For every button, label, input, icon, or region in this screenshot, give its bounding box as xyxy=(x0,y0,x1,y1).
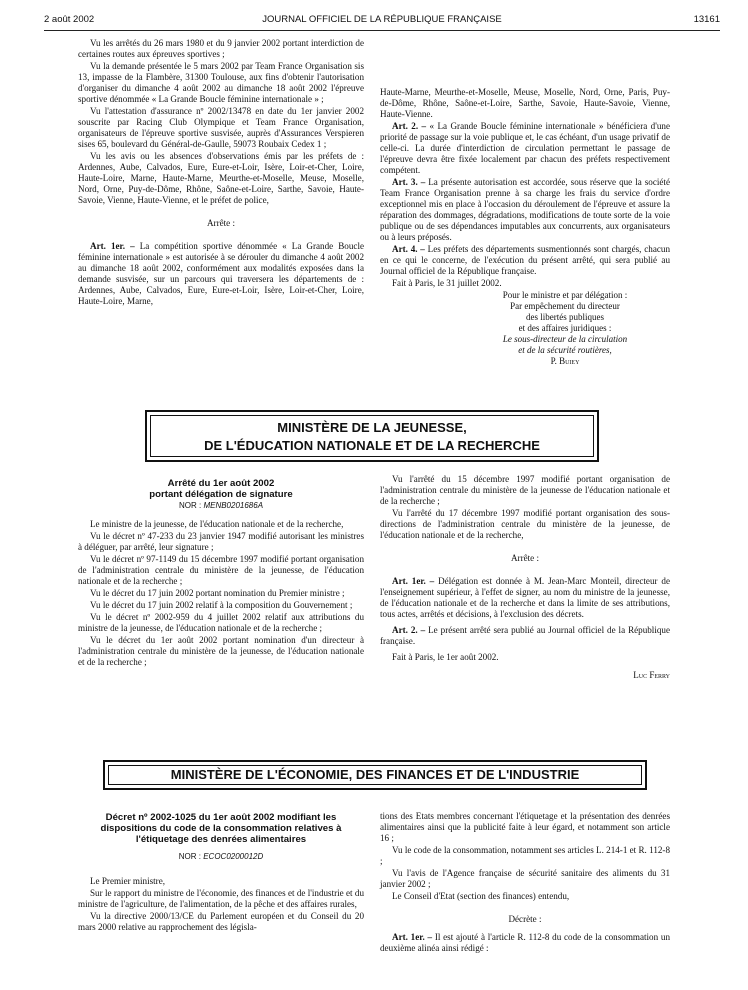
arrete-right-column xyxy=(380,474,670,681)
ministry-heading-line: DE L'ÉDUCATION NATIONALE ET DE LA RECHERCHE xyxy=(204,438,540,453)
decret-title: Décret nº 2002-1025 du 1er août 2002 modifiant les dispositions du code de la consommation relatives à l'étiquetage des denrées alimentaires xyxy=(100,812,342,845)
signature-line: et de la sécurité routières, xyxy=(518,345,612,355)
vu-paragraph: Vu le décret nº 2002-959 du 4 juillet 2002 relatif aux attributions du ministre de la jeunesse, de l'éducation nationale et de la recherche ; xyxy=(78,612,364,633)
vu-paragraph: Vu les avis ou les absences d'observations émis par les préfets de : Ardennes, Aube, Calvados, Eure, Eure-et-Loir, Isère, Loir-et-Cher, Loire, Haute-Loire, Marne, Haute-Marne, Meurthe-et-Moselle, Meuse, Moselle, Nord, Orne, Puy-de-Dôme, Rhône, Saône-et-Loire, Sarthe, Savoie, Haute-Savoie, Vienne, Haute-Vienne, et le préfet de police, xyxy=(78,151,364,205)
article-text: Le présent arrêté sera publié au Journal officiel de la République française. xyxy=(380,625,670,646)
conseil-paragraph: Le Conseil d'Etat (section des finances) entendu, xyxy=(392,891,570,901)
vu-paragraph: Vu le décret nº 47-233 du 23 janvier 1947 modifié autorisant les ministres à déléguer, par arrêté, leur signature ; xyxy=(78,531,364,552)
decrete-label: Décrète : xyxy=(508,914,542,924)
arrete-subtitle: portant délégation de signature xyxy=(149,489,293,500)
article-label: Art. 3. – xyxy=(392,177,426,187)
arrete-title: Arrêté du 1er août 2002 xyxy=(167,478,275,489)
header-date: 2 août 2002 xyxy=(44,14,95,25)
vu-paragraph: Vu les arrêtés du 26 mars 1980 et du 9 janvier 2002 portant interdiction de certaines routes aux épreuves sportives ; xyxy=(78,38,364,59)
ministry-heading-box xyxy=(103,760,647,790)
article-label: Art. 1er. – xyxy=(392,932,433,942)
vu-paragraph: Vu le décret du 1er août 2002 portant nomination d'un directeur à l'administration centrale du ministère de la jeunesse, de l'éducation nationale et de la recherche ; xyxy=(78,635,364,667)
ministry-heading-line: MINISTÈRE DE L'ÉCONOMIE, DES FINANCES ET DE L'INDUSTRIE xyxy=(170,767,580,782)
vu-paragraph: Vu le décret du 17 juin 2002 relatif à la composition du Gouvernement ; xyxy=(90,600,353,610)
nor-reference: NOR : MENB0201686A xyxy=(178,501,264,510)
ministry-heading-line: MINISTÈRE DE LA JEUNESSE, xyxy=(277,420,467,435)
article-text: La présente autorisation est accordée, sous réserve que la société Team France Organisation prenne à sa charge les frais du service d'ordre exceptionnel mis en place à l'occasion du déroulement de l'épreuve et assure la réparation des dommages, dégradations, modifications de toute sorte de la voie publique ou de ses dépendances imputables aux concurrents, aux organisateurs ou à leurs préposés. xyxy=(380,177,670,242)
article-text: « La Grande Boucle féminine internationale » bénéficiera d'une priorité de passage sur la voie publique et, le cas échéant, d'un usage privatif de celle-ci. La durée d'interdiction de circulation permettant le passage de l'épreuve devra être fixée localement par chacun des préfets respectivement compétent. xyxy=(380,121,670,175)
preamble-paragraph: Le ministre de la jeunesse, de l'éducation nationale et de la recherche, xyxy=(90,519,344,529)
vu-paragraph: Vu le code de la consommation, notamment ses articles L. 214-1 et R. 112-8 ; xyxy=(380,845,670,866)
vu-paragraph: Vu la demande présentée le 5 mars 2002 par Team France Organisation sis 13, impasse de la Flambère, 31300 Toulouse, aux fins d'obtenir l'autorisation d'organiser du dimanche 4 août 2002 au dimanche 18 août 2002 l'épreuve sportive dénommée « La Grande Boucle féminine internationale » ; xyxy=(78,61,364,104)
nor-reference: NOR : ECOC0200012D xyxy=(178,852,264,861)
article-text: La compétition sportive dénommée « La Grande Boucle féminine internationale » est autorisée à se dérouler du dimanche 4 août 2002 au dimanche 18 août 2002, conformément aux modalités exposées dans la demande susvisée, sur un parcours qui traversera les départements de : Ardennes, Aube, Calvados, Eure, Eure-et-Loir, Isère, Loir-et-Cher, Loire, Haute-Loire, Marne, xyxy=(78,241,365,306)
sur-rapport-paragraph: Sur le rapport du ministre de l'économie, des finances et de l'industrie et du ministre de l'agriculture, de l'alimentation, de la pêche et des affaires rurales, xyxy=(78,888,364,909)
article-label: Art. 1er. – xyxy=(392,576,435,586)
continued-text: tions des Etats membres concernant l'étiquetage et la présentation des denrées alimentaires ainsi que la publicité faite à leur égard, et notamment son article 16 ; xyxy=(380,811,670,843)
arrete-label: Arrête : xyxy=(206,218,236,228)
signatory-name: P. Buiey xyxy=(550,356,580,366)
header-page-number: 13161 xyxy=(693,14,720,25)
arrete-label: Arrête : xyxy=(510,553,540,563)
vu-paragraph: Vu l'attestation d'assurance nº 2002/13478 en date du 1er janvier 2002 souscrite par Racing Club Olympique et Team France Organisation, organisateurs de l'épreuve sportive susvisée, auprès d'Assurances Verspieren sises 65, boulevard du Général-de-Gaulle, 59073 Roubaix Cedex 1 ; xyxy=(78,106,364,149)
vu-paragraph: Vu le décret nº 97-1149 du 15 décembre 1997 modifié portant organisation de l'administration centrale du ministère de la jeunesse, de l'éducation nationale et de la recherche ; xyxy=(78,554,364,586)
article-3 xyxy=(380,177,670,243)
signature-line: Par empêchement du directeur xyxy=(510,301,620,311)
signature-block xyxy=(490,290,640,367)
fait-a-paris: Fait à Paris, le 1er août 2002. xyxy=(392,652,499,662)
top-right-column xyxy=(380,87,670,367)
vu-paragraph: Vu l'arrêté du 15 décembre 1997 modifié portant organisation de l'administration centrale du ministère de la jeunesse de l'éducation nationale et de la recherche ; xyxy=(380,474,670,506)
article-text: Il est ajouté à l'article R. 112-8 du code de la consommation un deuxième alinéa ainsi rédigé : xyxy=(380,932,670,953)
continued-text: Haute-Marne, Meurthe-et-Moselle, Meuse, Moselle, Nord, Orne, Paris, Puy-de-Dôme, Rhône, Saône-et-Loire, Sarthe, Savoie, Haute-Savoie, Vienne, Haute-Vienne. xyxy=(380,87,670,119)
vu-paragraph: Vu l'arrêté du 17 décembre 1997 modifié portant organisation des sous-directions de l'administration centrale du ministère de la jeunesse, de l'éducation nationale et de la recherche, xyxy=(380,508,670,540)
vu-paragraph: Vu la directive 2000/13/CE du Parlement européen et du Conseil du 20 mars 2000 relative au rapprochement des législa- xyxy=(78,911,364,932)
header-journal-title: JOURNAL OFFICIEL DE LA RÉPUBLIQUE FRANÇAISE xyxy=(262,14,502,25)
page-header xyxy=(44,14,720,28)
signature-line: Pour le ministre et par délégation : xyxy=(502,290,628,300)
signature-line: et des affaires juridiques : xyxy=(518,323,612,333)
signatory-name: Luc Ferry xyxy=(633,670,670,680)
decret-left-column xyxy=(78,812,364,934)
ministry-heading-box xyxy=(145,410,599,462)
article-1 xyxy=(380,576,670,620)
decret-right-column xyxy=(380,811,670,955)
top-left-column xyxy=(78,38,364,308)
article-4 xyxy=(380,244,670,277)
article-text: Les préfets des départements susmentionnés sont chargés, chacun en ce qui le concerne, de l'exécution du présent arrêté, qui sera publié au Journal officiel de la République française. xyxy=(380,244,670,276)
article-1 xyxy=(78,241,364,307)
header-rule xyxy=(44,30,720,31)
arrete-left-column xyxy=(78,478,364,669)
vu-paragraph: Vu l'avis de l'Agence française de sécurité sanitaire des aliments du 31 janvier 2002 ; xyxy=(380,868,670,889)
vu-paragraph: Vu le décret du 17 juin 2002 portant nomination du Premier ministre ; xyxy=(90,588,345,598)
signature-line: des libertés publiques xyxy=(526,312,604,322)
article-label: Art. 2. – xyxy=(392,121,427,131)
fait-a-paris: Fait à Paris, le 31 juillet 2002. xyxy=(392,278,502,288)
article-text: Délégation est donnée à M. Jean-Marc Monteil, directeur de l'enseignement supérieur, à l'effet de signer, au nom du ministre de la jeunesse, de l'éducation nationale et de la recherche et dans la limite de ses attributions, tous actes, arrêtés et décisions, à l'exclusion des décrets. xyxy=(380,576,670,619)
signature-line: Le sous-directeur de la circulation xyxy=(502,334,628,344)
article-label: Art. 2. – xyxy=(392,625,426,635)
article-2 xyxy=(380,121,670,176)
preamble-paragraph: Le Premier ministre, xyxy=(90,876,166,886)
article-1 xyxy=(380,932,670,954)
article-label: Art. 1er. – xyxy=(90,241,135,251)
article-2 xyxy=(380,625,670,647)
article-label: Art. 4. – xyxy=(392,244,425,254)
